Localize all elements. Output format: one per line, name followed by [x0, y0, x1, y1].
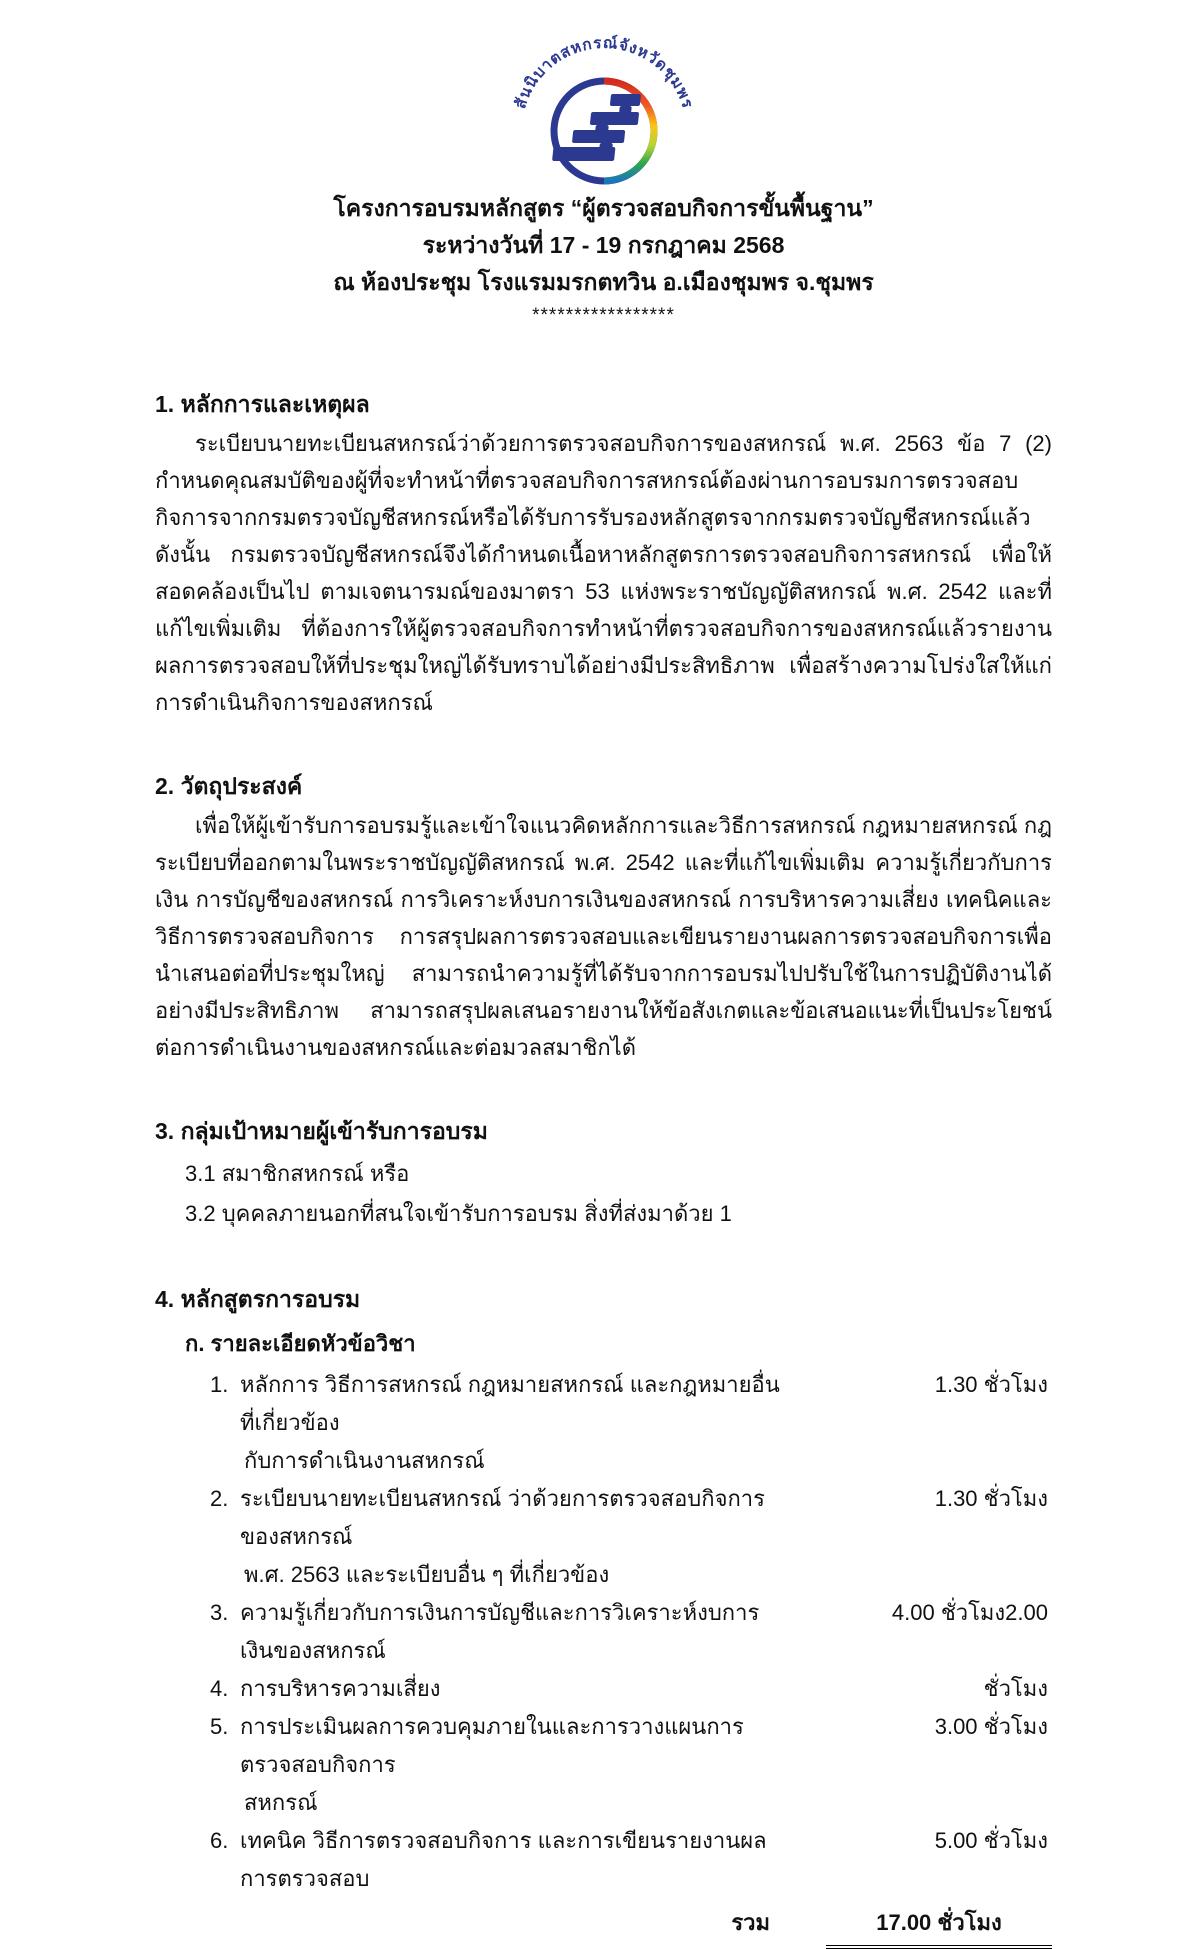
course-2-title-cont: พ.ศ. 2563 และระเบียบอื่น ๆ ที่เกี่ยวข้อง — [244, 1562, 610, 1587]
course-item-1 — [210, 1366, 1052, 1442]
course-item-5 — [210, 1708, 1052, 1784]
course-item-2 — [210, 1480, 1052, 1556]
total-label: รวม — [731, 1910, 770, 1935]
course-5-title-cont: สหกรณ์ — [244, 1790, 318, 1815]
course-5-hours: 3.00 ชั่วโมง — [934, 1714, 1048, 1739]
organization-logo — [155, 28, 1052, 188]
course-3-number: 3. — [210, 1600, 229, 1625]
section-target-group — [155, 1112, 1052, 1234]
section-3-heading: 3. กลุ่มเป้าหมายผู้เข้ารับการอบรม — [155, 1118, 488, 1144]
section-2-body: เพื่อให้ผู้เข้ารับการอบรมรู้และเข้าใจแนวคิดหลักการและวิธีการสหกรณ์ กฎหมายสหกรณ์ กฎ ระเบียบที่ออกตามในพระราชบัญญัติสหกรณ์ พ.ศ. 2542 และที่แก้ไขเพิ่มเติม ความรู้เกี่ยวกับการเงิน การบัญชีของสหกรณ์ การวิเคราะห์งบการเงินของสหกรณ์ การบริหารความเสี่ยง เทคนิคและวิธีการตรวจสอบกิจการ การสรุปผลการตรวจสอบและเขียนรายงานผลการตรวจสอบกิจการเพื่อนำเสนอต่อที่ประชุมใหญ่ สามารถนำความรู้ที่ได้รับจากการอบรมไปปรับใช้ในการปฏิบัติงานได้อย่างมีประสิทธิภาพ สามารถสรุปผลเสนอรายงานให้ข้อสังเกตและข้อเสนอแนะที่เป็นประโยชน์ต่อการดำเนินงานของสหกรณ์และต่อมวลสมาชิกได้ — [155, 813, 1052, 1060]
section-4-heading: 4. หลักสูตรการอบรม — [155, 1286, 361, 1312]
course-3-title: ความรู้เกี่ยวกับการเงินการบัญชีและการวิเคราะห์งบการเงินของสหกรณ์ — [240, 1600, 760, 1663]
course-2-number: 2. — [210, 1486, 229, 1511]
course-1-title: หลักการ วิธีการสหกรณ์ กฎหมายสหกรณ์ และกฎหมายอื่นที่เกี่ยวข้อง — [240, 1372, 780, 1435]
section-1-heading: 1. หลักการและเหตุผล — [155, 391, 370, 417]
course-1-title-cont: กับการดำเนินงานสหกรณ์ — [244, 1448, 485, 1473]
course-5-title: การประเมินผลการควบคุมภายในและการวางแผนการตรวจสอบกิจการ — [240, 1714, 744, 1777]
logo-arc-text: สันนิบาตสหกรณ์จังหวัดชุมพร — [511, 34, 696, 111]
course-5-number: 5. — [210, 1714, 229, 1739]
section-1-body: ระเบียบนายทะเบียนสหกรณ์ว่าด้วยการตรวจสอบกิจการของสหกรณ์ พ.ศ. 2563 ข้อ 7 (2) กำหนดคุณสมบัติของผู้ที่จะทำหน้าที่ตรวจสอบกิจการสหกรณ์ต้องผ่านการอบรมการตรวจสอบกิจการจากกรมตรวจบัญชีสหกรณ์หรือได้รับการรับรองหลักสูตรจากกรมตรวจบัญชีสหกรณ์แล้ว ดังนั้น กรมตรวจบัญชีสหกรณ์จึงได้กำหนดเนื้อหาหลักสูตรการตรวจสอบกิจการสหกรณ์ เพื่อให้สอดคล้องเป็นไป ตามเจตนารมณ์ของมาตรา 53 แห่งพระราชบัญญัติสหกรณ์ พ.ศ. 2542 และที่แก้ไขเพิ่มเติม ที่ต้องการให้ผู้ตรวจสอบกิจการทำหน้าที่ตรวจสอบกิจการของสหกรณ์แล้วรายงานผลการตรวจสอบให้ที่ประชุมใหญ่ได้รับทราบได้อย่างมีประสิทธิภาพ เพื่อสร้างความโปร่งใสให้แก่การดำเนินกิจการของสหกรณ์ — [155, 431, 1052, 715]
course-2-hours: 1.30 ชั่วโมง — [934, 1486, 1048, 1511]
course-4-title: การบริหารความเสี่ยง — [240, 1676, 441, 1701]
course-4-hours: ชั่วโมง — [983, 1676, 1048, 1701]
section-objectives — [155, 767, 1052, 1066]
coop-league-logo-icon — [494, 28, 714, 188]
title-line-1: โครงการอบรมหลักสูตร “ผู้ตรวจสอบกิจการขั้นพื้นฐาน” — [333, 195, 874, 221]
section-curriculum — [155, 1280, 1052, 1949]
course-item-4 — [210, 1670, 1052, 1708]
document-title-block — [155, 190, 1052, 301]
curriculum-subheading: ก. รายละเอียดหัวข้อวิชา — [185, 1331, 416, 1356]
title-line-3: ณ ห้องประชุม โรงแรมมรกตทวิน อ.เมืองชุมพร จ.ชุมพร — [333, 269, 874, 295]
course-item-3 — [210, 1594, 1052, 1670]
course-6-hours: 5.00 ชั่วโมง — [934, 1828, 1048, 1853]
section-principles — [155, 385, 1052, 721]
course-3-hours: 4.00 ชั่วโมง2.00 — [891, 1600, 1048, 1625]
course-1-number: 1. — [210, 1372, 229, 1397]
course-1-hours: 1.30 ชั่วโมง — [934, 1372, 1048, 1397]
course-item-6 — [210, 1822, 1052, 1898]
course-6-number: 6. — [210, 1828, 229, 1853]
target-item-2: 3.2 บุคคลภายนอกที่สนใจเข้ารับการอบรม สิ่งที่ส่งมาด้วย 1 — [185, 1201, 732, 1226]
course-list — [210, 1366, 1052, 1949]
section-2-heading: 2. วัตถุประสงค์ — [155, 773, 303, 799]
separator-stars: ***************** — [532, 305, 675, 326]
course-2-title: ระเบียบนายทะเบียนสหกรณ์ ว่าด้วยการตรวจสอบกิจการของสหกรณ์ — [240, 1486, 765, 1549]
target-item-1: 3.1 สมาชิกสหกรณ์ หรือ — [185, 1161, 410, 1186]
title-line-2: ระหว่างวันที่ 17 - 19 กรกฎาคม 2568 — [422, 232, 785, 258]
course-6-title: เทคนิค วิธีการตรวจสอบกิจการ และการเขียนรายงานผลการตรวจสอบ — [240, 1828, 767, 1891]
total-hours-value: 17.00 ชั่วโมง — [826, 1904, 1052, 1949]
course-total-row — [210, 1904, 1052, 1949]
course-4-number: 4. — [210, 1676, 229, 1701]
